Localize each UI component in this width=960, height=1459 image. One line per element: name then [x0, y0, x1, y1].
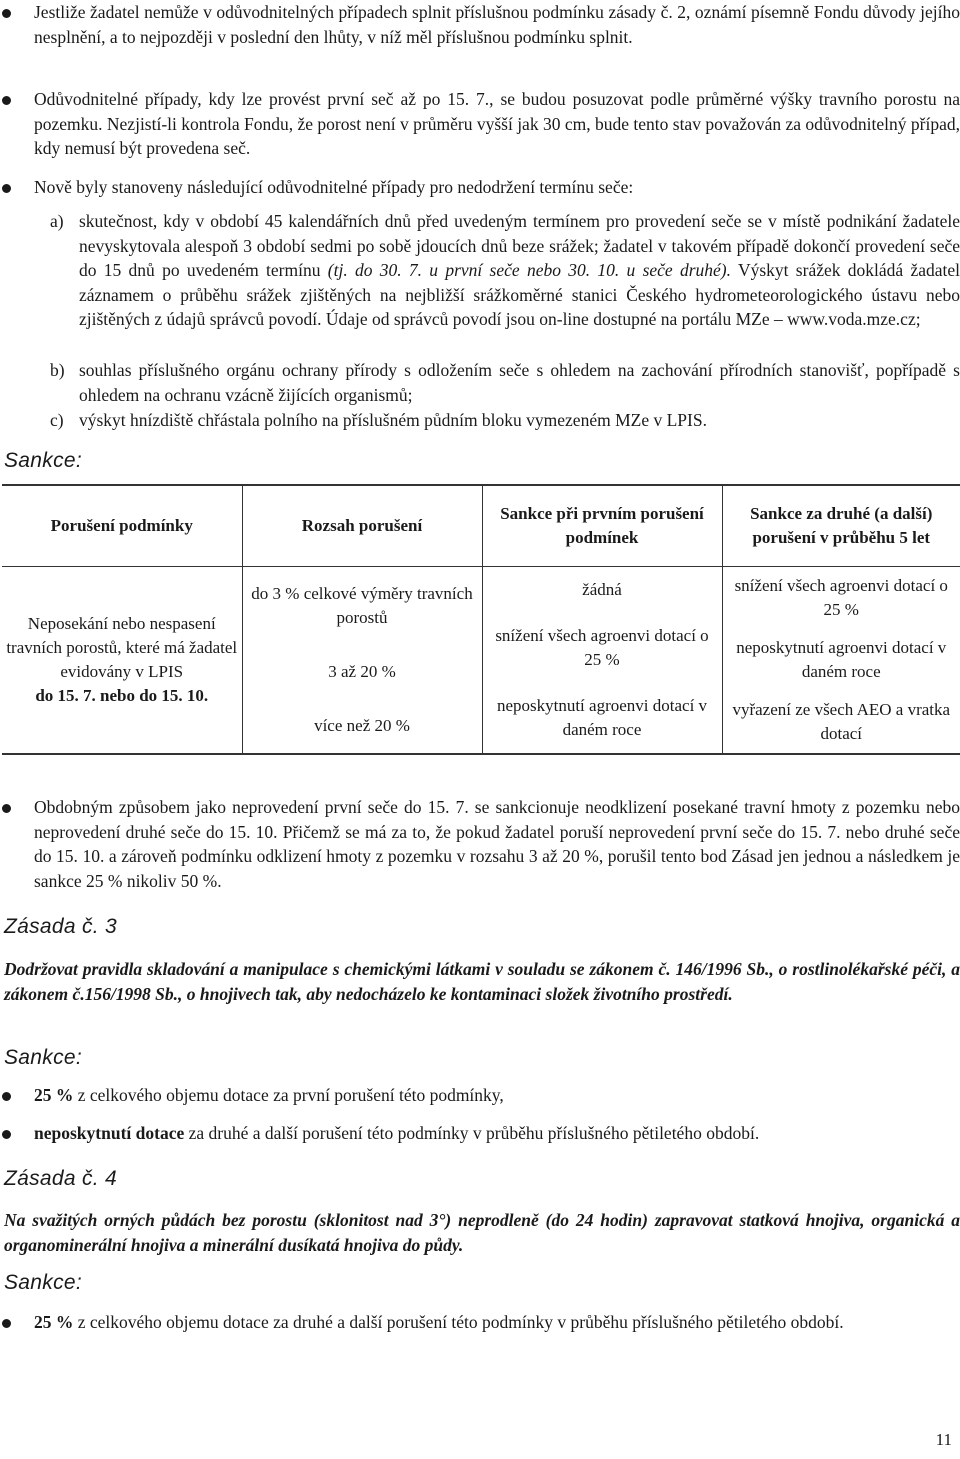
zasada-3-rule: Dodržovat pravidla skladování a manipulace s chemickými látkami v souladu se zákonem č. 146/1996 Sb., o rostlinolékařské péči, a zákonem č.156/1998 Sb., o hnojivech tak, aby nedocházelo ke kontaminaci složek životního prostředí.: [4, 959, 960, 1004]
case-text-part: Výskyt srážek dokládá žadatel záznamem o průběhu srážek zjištěných na nejbližší srážkoměrné stanici Českého hydrometeorologického ústavu nebo zjištěných z údajů správců povodí. Údaje od správců povodí jsou on-line dostupné na portálu MZe – www.voda.mze.cz;: [79, 260, 960, 329]
bold-text: 25 %: [34, 1085, 74, 1105]
violation-text: Neposekání nebo nespasení travních porostů, které má žadatel evidovány v LPIS: [6, 614, 238, 681]
bullet-text: [34, 1121, 960, 1146]
bullet-item: [0, 1310, 960, 1335]
bullet-text: Odůvodnitelné případy, kdy lze provést první seč až po 15. 7., se budou posuzovat podle průměrné výšky travního porostu na pozemku. Nezjistí-li kontrola Fondu, že porost není v průměru vyšší jak 30 cm, bude tento stav považován za odůvodnitelný případ, kdy nemusí být provedena seč.: [34, 89, 960, 158]
sankce-heading: Sankce:: [4, 449, 82, 472]
column-header: Sankce při prvním porušení podmínek: [482, 485, 722, 567]
sanction-table: [2, 484, 960, 755]
violation-cell: [2, 567, 242, 755]
bullet-item: [0, 87, 960, 161]
range-value: do 3 % celkové výměry travních porostů: [251, 584, 473, 627]
bold-text: neposkytnutí dotace: [34, 1123, 185, 1143]
case-label: b): [50, 360, 65, 380]
bullet-dot-icon: [2, 1130, 11, 1139]
bullet-dot-icon: [2, 1319, 11, 1328]
case-text: souhlas příslušného orgánu ochrany přírody s odložením seče s ohledem na zachování přírodních stanovišť, popřípadě s ohledem na ochranu vzácně žijících organismů;: [79, 360, 960, 405]
case-b: [50, 358, 960, 407]
bullet-text: Nově byly stanoveny následující odůvodnitelné případy pro nedodržení termínu seče:: [34, 177, 634, 197]
case-label: a): [50, 211, 64, 231]
bullet-text: Obdobným způsobem jako neprovedení první seče do 15. 7. se sankcionuje neodklizení posekané travní hmoty z pozemku nebo neprovedení druhé seče do 15. 10. Přičemž se má za to, že pokud žadatel poruší neprovedení první seče do 15. 7. nebo druhé seče do 15. 10. a zároveň podmínku odklizení hmoty z pozemku v rozsahu 3 až 20 %, porušil tento bod Zásad jen jednou a následkem je sankce 25 % nikoliv 50 %.: [34, 797, 960, 891]
column-header: Rozsah porušení: [242, 485, 482, 567]
bullet-dot-icon: [2, 1092, 11, 1101]
bullet-text: Jestliže žadatel nemůže v odůvodnitelných případech splnit příslušnou podmínku zásady č. 2, oznámí písemně Fondu důvody jejího nesplnění, a to nejpozději v poslední den lhůty, v níž měl příslušnou podmínku splnit.: [34, 2, 960, 47]
bullet-dot-icon: [2, 9, 11, 18]
column-header: Sankce za druhé (a další) porušení v průběhu 5 let: [722, 485, 960, 567]
bullet-text: [34, 1083, 960, 1108]
table-row: [2, 567, 960, 755]
sanction-value: neposkytnutí agroenvi dotací v daném roce: [736, 638, 947, 681]
bullet-item: [0, 795, 960, 893]
bullet-text-rest: z celkového objemu dotace za první porušení této podmínky,: [73, 1085, 504, 1105]
range-value: více než 20 %: [314, 716, 410, 735]
case-text: [79, 209, 960, 332]
bullet-item: [0, 1083, 960, 1108]
bullet-text-rest: z celkového objemu dotace za druhé a další porušení této podmínky v průběhu příslušného pětiletého období.: [73, 1312, 844, 1332]
bullet-item: [0, 1121, 960, 1146]
first-sanction-cell: [482, 567, 722, 755]
sanction-value: vyřazení ze všech AEO a vratka dotací: [732, 700, 951, 743]
bold-text: 25 %: [34, 1312, 74, 1332]
bullet-dot-icon: [2, 96, 11, 105]
zasada-4-title: Zásada č. 4: [4, 1167, 118, 1190]
bullet-dot-icon: [2, 804, 11, 813]
sanction-value: snížení všech agroenvi dotací o 25 %: [495, 626, 709, 669]
case-a: [50, 209, 960, 332]
sanction-value: snížení všech agroenvi dotací o 25 %: [734, 576, 948, 619]
zasada-4-rule: Na svažitých orných půdách bez porostu (sklonitost nad 3°) neprodleně (do 24 hodin) zapravovat statková hnojiva, organická a organominerální hnojiva a minerální dusíkatá hnojiva do půdy.: [4, 1210, 960, 1255]
range-cell: [242, 567, 482, 755]
table-header-row: [2, 485, 960, 567]
bullet-text-rest: za druhé a další porušení této podmínky v průběhu příslušného pětiletého období.: [184, 1123, 760, 1143]
page-number: 11: [935, 1430, 952, 1449]
zasada-4-sankce-heading: Sankce:: [4, 1271, 82, 1294]
case-text-part: skutečnost, kdy v období 45 kalendářních dnů před uvedeným termínem pro provedení seče se v místě podnikání žadatele nevyskytovala alespoň 3 období sedmi po sobě jdoucích dnů beze srážek; žadatel v takovém případě dokončí provedení seče do 15 dnů po uvedeném termínu: [79, 211, 960, 280]
bullet-item: [0, 175, 960, 200]
second-sanction-cell: [722, 567, 960, 755]
sanction-value: žádná: [582, 580, 622, 599]
sanction-value: neposkytnutí agroenvi dotací v daném roce: [496, 696, 708, 739]
zasada-3-sankce-heading: Sankce:: [4, 1046, 82, 1069]
case-label: c): [50, 410, 64, 430]
zasada-3-title: Zásada č. 3: [4, 915, 118, 938]
case-text: výskyt hnízdiště chřástala polního na příslušném půdním bloku vymezeném MZe v LPIS.: [79, 410, 707, 430]
bullet-dot-icon: [2, 184, 11, 193]
column-header: Porušení podmínky: [2, 485, 242, 567]
bullet-text: [34, 1310, 960, 1335]
range-value: 3 až 20 %: [328, 662, 396, 681]
case-c: [50, 408, 960, 433]
violation-deadline: do 15. 7. nebo do 15. 10.: [35, 686, 209, 705]
bullet-item: [0, 0, 960, 49]
case-text-italic: (tj. do 30. 7. u první seče nebo 30. 10. u seče druhé).: [327, 260, 731, 280]
